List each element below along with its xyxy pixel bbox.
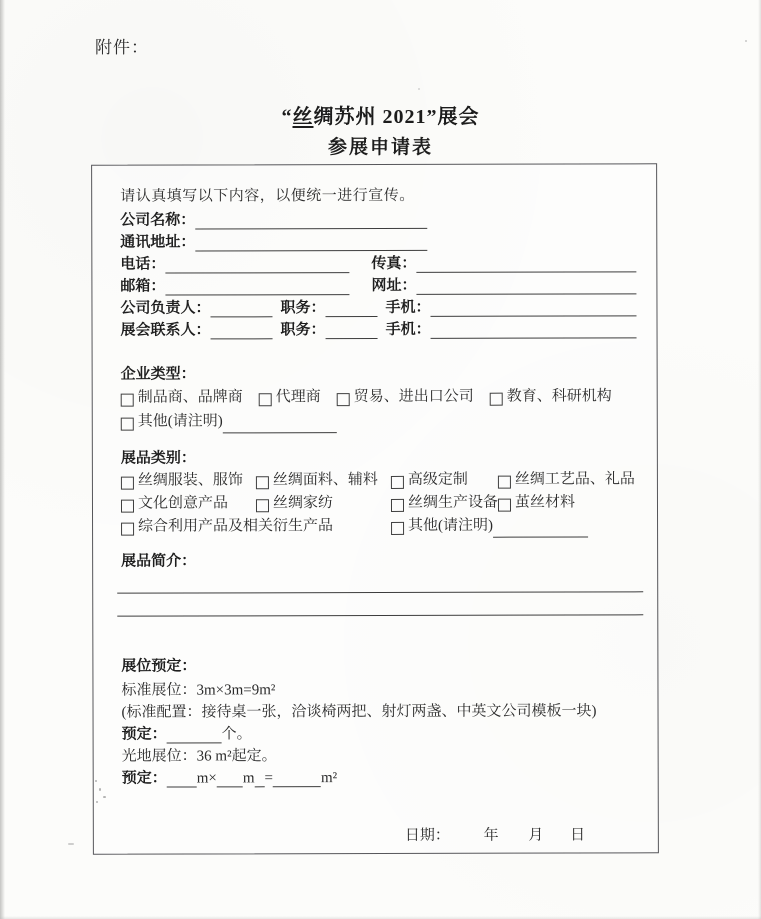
checkbox-option [259,385,321,409]
checkbox-label: 丝绸家纺 [272,495,334,512]
checkbox-option [490,384,612,408]
reserve-count-blank [167,727,222,743]
fax-blank [416,256,636,273]
standard-booth-value: 3m×3m=9m² [196,682,276,699]
exhibit-intro-line-1 [117,571,643,593]
leader-label: 公司负责人： [120,300,211,317]
enterprise-type-heading: 企业类型： [120,366,196,383]
unit-m-times: m× [196,770,217,787]
checkbox-label: 丝绸面料、辅料 [272,471,378,489]
address-label: 通讯地址： [120,234,196,251]
date-year-label: 年 [483,827,499,844]
checkbox-icon [121,500,134,513]
email-website-row [120,272,636,295]
scan-speck [68,843,74,845]
leader-title-label: 职务： [280,300,326,317]
date-month-label: 月 [528,827,544,844]
unit-sqm: m² [320,770,338,787]
email-blank [165,279,349,295]
checkbox-icon [498,476,511,489]
checkbox-icon [490,393,503,406]
fax-label: 传真： [371,255,417,273]
checkbox-label: 丝绸服装、服饰 [137,472,243,489]
checkbox-icon [121,394,134,407]
checkbox-label: 综合利用产品及相关衍生产品 [138,518,334,535]
contact-label: 展会联系人： [120,322,211,339]
checkbox-icon [121,523,134,536]
leader-title-blank [325,301,377,317]
checkbox-icon [256,499,269,512]
checkbox-icon [391,499,404,512]
scan-speck [745,40,747,42]
raw-area-blank [273,771,321,787]
exhibit-category-heading: 展品类别： [120,450,196,467]
company-name-blank [195,213,427,230]
website-blank [416,278,636,295]
checkbox-label: 代理商 [275,389,321,406]
checkbox-option [121,469,256,492]
equals-sign: = [264,770,274,787]
contact-title-label: 职务： [280,322,326,339]
phone-fax-row [120,250,636,273]
checkbox-option [391,492,498,515]
checkbox-label: 教育、科研机构 [506,388,612,405]
document-subtitle: 参展申请表 [327,137,433,158]
checkbox-label: 丝绸工艺品、礼品 [514,471,635,488]
checkbox-option [391,469,498,492]
checkbox-option [121,492,256,515]
standard-booth-label: 标准展位： [121,682,197,699]
checkbox-label: 其他(请注明) [408,517,494,534]
category-other-blank [493,521,588,537]
email-label: 邮箱： [120,278,166,295]
standard-reserve-row [122,720,638,743]
leader-mobile-label: 手机： [385,299,431,316]
checkbox-label: 丝绸生产设备 [407,494,499,511]
contact-title-blank [326,323,378,339]
date-row [405,823,585,844]
exhibit-intro-heading: 展品简介： [121,553,197,570]
contact-mobile-label: 手机： [385,321,431,338]
raw-depth-blank [217,771,243,787]
raw-small-blank [255,771,265,787]
checkbox-option [121,385,243,409]
intro-note: 请认真填写以下内容，以便统一进行宣传。 [120,187,415,205]
checkbox-icon [259,393,272,406]
raw-width-blank [167,771,197,787]
checkbox-option [256,469,391,492]
address-row [120,228,636,251]
checkbox-icon [121,477,134,490]
checkbox-icon [391,522,404,535]
contact-mobile-blank [431,322,637,339]
phone-blank [165,257,349,273]
leader-mobile-blank [431,300,637,317]
checkbox-icon [498,499,511,512]
website-label: 网址： [371,277,417,295]
address-blank [195,235,427,252]
title-underlined-char: 丝 [292,106,314,128]
checkbox-label: 其他(请注明) [137,413,223,430]
checkbox-option [391,514,637,538]
checkbox-option [337,385,474,409]
standard-config-row [121,698,637,721]
raw-space-row [122,742,638,765]
checkbox-option [121,409,223,433]
scan-speck [103,796,106,798]
enterprise-other-blank [223,417,337,433]
date-label: 日期： [404,827,450,844]
scan-edge-left [0,0,5,919]
scan-speck [96,801,98,803]
reserve-unit: 个。 [221,726,252,743]
checkbox-icon [256,476,269,489]
title-open-quote: “ [281,106,293,128]
enterprise-type-other-row [121,408,637,433]
exhibit-intro-line-2 [117,592,643,616]
company-name-row [120,206,636,229]
title-rest: 绸苏州 2021”展会 [313,106,480,128]
unit-m: m [242,770,255,787]
checkbox-icon [391,476,404,489]
checkbox-label: 制品商、品牌商 [137,389,243,406]
leader-row [120,294,636,317]
booth-heading: 展位预定： [121,658,197,675]
enterprise-type-options [121,384,637,409]
raw-reserve-row [122,764,638,787]
document-title [0,100,761,129]
leader-blank [210,301,272,317]
phone-label: 电话： [120,256,166,273]
checkbox-label: 高级定制 [407,471,468,488]
standard-booth-row [121,676,637,699]
checkbox-label: 贸易、进出口公司 [353,388,474,406]
scan-speck [418,88,420,90]
contact-blank [211,323,273,339]
company-name-label: 公司名称： [120,212,196,229]
checkbox-option [498,491,637,514]
scan-speck [99,788,101,791]
raw-space-value: 36 m²起定。 [196,748,277,765]
standard-config-note: (标准配置：接待桌一张，洽谈椅两把、射灯两盏、中英文公司模板一块) [121,703,597,721]
checkbox-label: 茧丝材料 [514,494,576,511]
date-day-label: 日 [570,827,586,844]
checkbox-icon [337,393,350,406]
checkbox-option [498,468,637,491]
contact-row [120,316,636,339]
attachment-label: 附件： [95,38,149,57]
checkbox-label: 文化创意产品 [137,495,229,512]
reserve2-label: 预定： [121,770,167,787]
raw-space-label: 光地展位： [121,748,197,765]
reserve-label: 预定： [121,726,167,743]
scan-speck [95,780,97,782]
checkbox-option [256,492,391,515]
exhibit-category-options [121,468,637,538]
application-form-box [91,163,659,854]
checkbox-option [121,515,391,539]
checkbox-icon [121,418,134,431]
